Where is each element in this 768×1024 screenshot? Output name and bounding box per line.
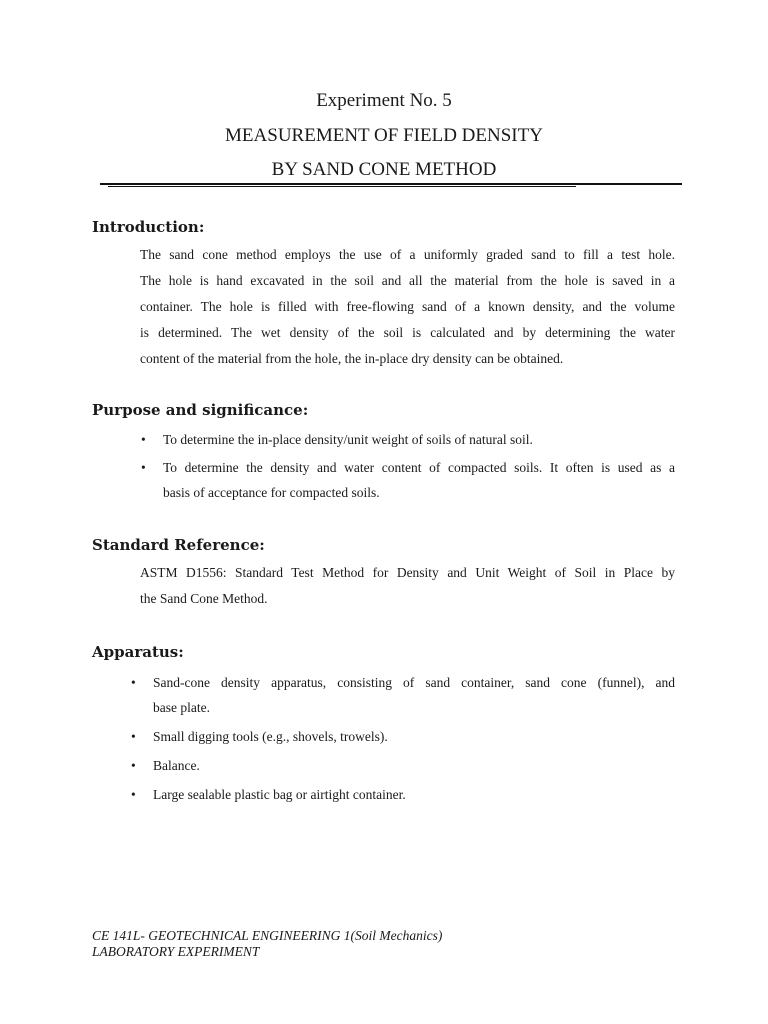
apparatus-heading: Apparatus: — [92, 643, 184, 661]
list-item-text: Large sealable plastic bag or airtight container. — [153, 787, 406, 802]
bullet-icon: • — [131, 758, 136, 773]
standard-line: the Sand Cone Method. — [140, 591, 268, 606]
bullet-icon: • — [141, 432, 146, 447]
list-item-text: Small digging tools (e.g., shovels, trowels). — [153, 729, 388, 744]
apparatus-list — [131, 670, 675, 807]
list-item-continuation — [153, 695, 675, 720]
introduction-line: content of the material from the hole, the in-place dry density can be obtained. — [140, 351, 564, 366]
introduction-line: The sand cone method employs the use of a uniformly graded sand to fill a test hole. — [140, 247, 675, 262]
standard-text — [140, 560, 675, 612]
bullet-icon: • — [131, 675, 136, 690]
page-subtitle: BY SAND CONE METHOD — [271, 159, 497, 180]
title-divider — [100, 183, 682, 185]
bullet-icon: • — [131, 729, 136, 744]
list-item-text: base plate. — [153, 700, 210, 715]
list-item-continuation — [163, 480, 675, 505]
title-divider-shadow — [108, 186, 576, 187]
bullet-icon: • — [141, 460, 146, 475]
introduction-line: The hole is hand excavated in the soil and all the material from the hole is saved in a — [140, 273, 675, 288]
page-footer — [92, 928, 442, 960]
introduction-text — [140, 242, 675, 372]
purpose-list — [141, 427, 675, 505]
footer-course: CE 141L- GEOTECHNICAL ENGINEERING 1(Soil Mechanics) — [92, 928, 443, 943]
introduction-heading: Introduction: — [92, 218, 205, 236]
list-item-text: To determine the density and water content of compacted soils. It often is used as a — [163, 460, 675, 475]
introduction-line: is determined. The wet density of the soil is calculated and by determining the water — [140, 325, 675, 340]
list-item — [131, 753, 675, 778]
list-item — [141, 427, 675, 452]
purpose-heading: Purpose and significance: — [92, 401, 309, 419]
introduction-line: container. The hole is filled with free-flowing sand of a known density, and the volume — [140, 299, 675, 314]
list-item-text: To determine the in-place density/unit weight of soils of natural soil. — [163, 432, 533, 447]
footer-label: LABORATORY EXPERIMENT — [92, 944, 260, 959]
list-item — [131, 670, 675, 695]
list-item-text: Balance. — [153, 758, 200, 773]
bullet-icon: • — [131, 787, 136, 802]
list-item-text: Sand-cone density apparatus, consisting of sand container, sand cone (funnel), and — [153, 675, 675, 690]
experiment-number: Experiment No. 5 — [316, 90, 452, 111]
standard-line: ASTM D1556: Standard Test Method for Density and Unit Weight of Soil in Place by — [140, 565, 675, 580]
page-title: MEASUREMENT OF FIELD DENSITY — [225, 125, 543, 146]
list-item — [131, 782, 675, 807]
list-item-text: basis of acceptance for compacted soils. — [163, 485, 380, 500]
standard-heading: Standard Reference: — [92, 536, 265, 554]
list-item — [141, 455, 675, 480]
list-item — [131, 724, 675, 749]
